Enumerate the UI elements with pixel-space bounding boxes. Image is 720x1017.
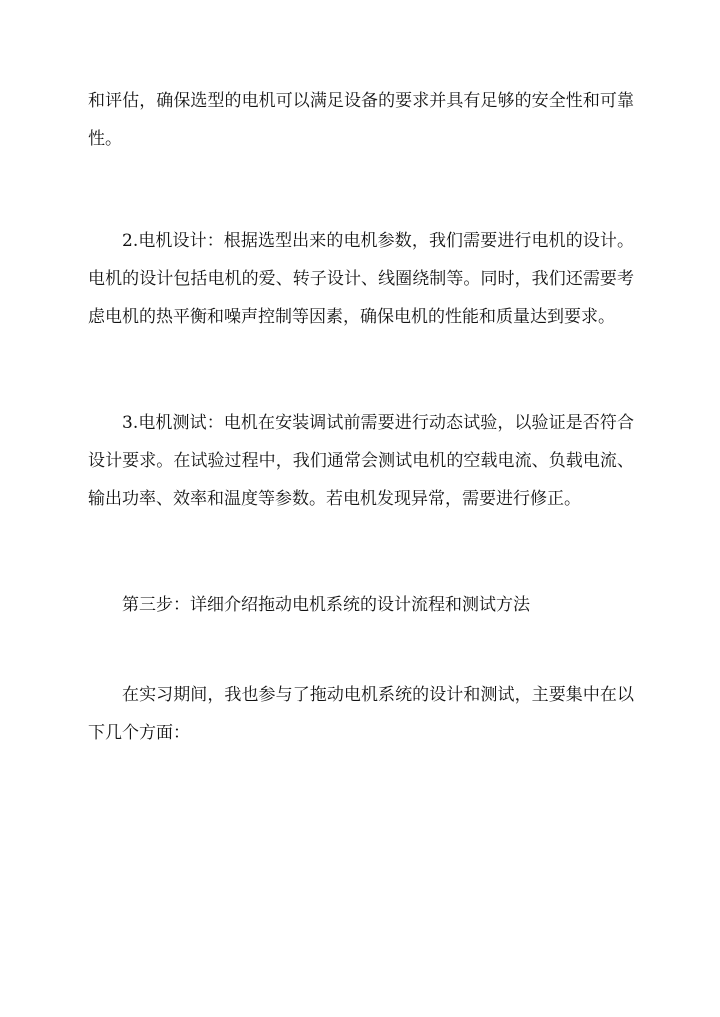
section-heading-step-three: 第三步：详细介绍拖动电机系统的设计流程和测试方法 xyxy=(122,595,530,615)
paragraph-motor-design: 2.电机设计：根据选型出来的电机参数，我们需要进行电机的设计。电机的设计包括电机的爱、转子设计、线圈绕制等。同时，我们还需要考虑电机的热平衡和噪声控制等因素，确保电机的性能和质量达到要求。 xyxy=(88,231,634,327)
paragraph-continuation: 和评估，确保选型的电机可以满足设备的要求并具有足够的安全性和可靠性。 xyxy=(88,91,634,149)
paragraph-motor-testing: 3.电机测试：电机在安装调试前需要进行动态试验，以验证是否符合设计要求。在试验过程中，我们通常会测试电机的空载电流、负载电流、输出功率、效率和温度等参数。若电机发现异常，需要进行修正。 xyxy=(88,413,634,509)
paragraph-internship-intro: 在实习期间，我也参与了拖动电机系统的设计和测试，主要集中在以下几个方面： xyxy=(88,685,634,743)
